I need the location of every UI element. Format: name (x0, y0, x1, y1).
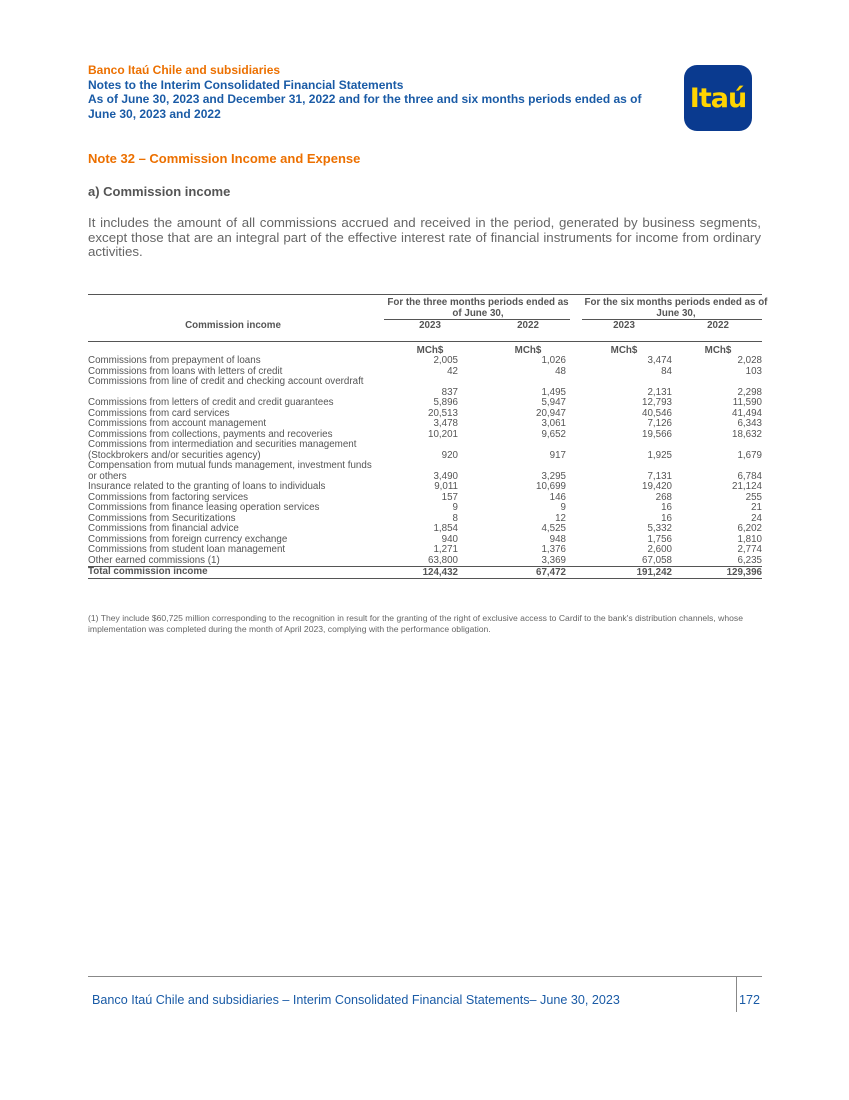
unit-label: MCh$ (704, 345, 732, 356)
row-value: 5,332 (647, 523, 672, 534)
unit-row (88, 341, 762, 356)
row-label: Commissions from line of credit and checking account overdraft (88, 376, 364, 387)
unit-label: MCh$ (610, 345, 638, 356)
row-value: 2,298 (737, 386, 762, 398)
table-row (88, 377, 762, 398)
row-value: 948 (549, 533, 566, 545)
row-label: Commissions from letters of credit and credit guarantees (88, 397, 334, 408)
row-value: 7,131 (647, 470, 672, 482)
row-value: 7,126 (647, 418, 672, 429)
total-label: Total commission income (88, 566, 208, 577)
header-group-three-months: For the three months periods ended as of June 30, (387, 297, 569, 319)
row-value: 20,513 (428, 407, 458, 419)
row-value: 1,756 (647, 533, 672, 545)
row-value: 940 (441, 533, 458, 545)
row-value: 8 (452, 512, 458, 524)
row-label: Commissions from financial advice (88, 523, 239, 534)
table-row (88, 398, 762, 409)
table-body (88, 356, 762, 566)
row-value: 9,652 (541, 428, 566, 440)
row-value: 255 (745, 491, 762, 503)
row-value: 917 (549, 449, 566, 461)
logo-text: Itaú (689, 82, 747, 114)
row-value: 1,925 (647, 449, 672, 461)
table-header (88, 295, 768, 341)
header-line-period: As of June 30, 2023 and December 31, 2022 and for the three and six months periods ended as of (88, 92, 642, 106)
row-value: 5,947 (541, 397, 566, 408)
row-value: 24 (751, 512, 762, 524)
row-value: 3,369 (541, 554, 566, 566)
row-value: 157 (441, 491, 458, 503)
row-value: 9 (560, 502, 566, 513)
table-row (88, 524, 762, 535)
header-year: 2022 (707, 320, 729, 331)
row-value: 11,590 (732, 397, 762, 408)
table-row (88, 461, 762, 482)
footer-text: Banco Itaú Chile and subsidiaries – Interim Consolidated Financial Statements– June 30, 2023 (92, 993, 620, 1007)
row-value: 63,800 (428, 554, 458, 566)
row-value: 3,295 (541, 470, 566, 482)
row-value: 103 (745, 365, 762, 377)
row-value: 1,026 (541, 355, 566, 366)
row-value: 2,028 (737, 355, 762, 366)
row-value: 12,793 (642, 397, 672, 408)
row-value: 5,896 (433, 397, 458, 408)
row-value: 1,376 (541, 544, 566, 555)
row-label: Commissions from foreign currency exchange (88, 533, 288, 545)
row-label: Commissions from student loan management (88, 544, 286, 555)
row-label: Commissions from finance leasing operation services (88, 502, 320, 513)
row-value: 1,271 (433, 544, 458, 555)
row-label: Commissions from card services (88, 407, 230, 419)
table-caption: Commission income (185, 320, 281, 331)
row-value: 16 (661, 512, 672, 524)
header-year: 2023 (419, 320, 441, 331)
header-line-notes: Notes to the Interim Consolidated Financial Statements (88, 77, 404, 92)
row-label: Other earned commissions (1) (88, 554, 220, 566)
row-value: 3,490 (433, 470, 458, 482)
row-value: 268 (655, 491, 672, 503)
row-value: 19,566 (642, 428, 672, 440)
row-value: 3,474 (647, 355, 672, 366)
table-row (88, 482, 762, 493)
footnote: (1) They include $60,725 million corresponding to the recognition in result for the granting of the right of exclusive access to Cardif to the bank's distribution channels, whose implementation was completed during the month of April 2023, complying with the performance obligation. (88, 613, 743, 634)
row-label: Commissions from prepayment of loans (88, 355, 261, 366)
unit-label: MCh$ (514, 345, 542, 356)
table-row (88, 545, 762, 556)
row-value: 48 (555, 365, 566, 377)
row-value: 3,061 (541, 418, 566, 429)
intro-paragraph: It includes the amount of all commissions accrued and received in the period, generated by business segments, except those that are an integral part of the effective interest rate of financial instruments for income from ordinary activities. (88, 215, 761, 259)
row-value: 1,679 (737, 449, 762, 461)
row-value: 4,525 (541, 523, 566, 534)
header-group-six-months: For the six months periods ended as of June 30, (584, 297, 768, 319)
row-value: 1,495 (541, 386, 566, 398)
row-label: Commissions from loans with letters of credit (88, 365, 283, 377)
row-value: 41,494 (732, 407, 762, 419)
row-label: Commissions from account management (88, 418, 267, 429)
itau-logo (684, 65, 752, 131)
header-year: 2022 (517, 320, 539, 331)
table-row (88, 556, 762, 567)
row-label: Insurance related to the granting of loans to individuals (88, 481, 326, 492)
row-value: 2,774 (737, 544, 762, 555)
row-value: 837 (441, 386, 458, 398)
row-value: 21 (751, 502, 762, 513)
row-value: 20,947 (536, 407, 566, 419)
row-value: 21,124 (732, 481, 762, 492)
row-label: Commissions from Securitizations (88, 512, 236, 524)
company-name: Banco Itaú Chile and subsidiaries (88, 63, 281, 77)
row-value: 146 (549, 491, 566, 503)
row-value: 2,131 (647, 386, 672, 398)
total-value: 129,396 (726, 566, 762, 578)
row-label: Compensation from mutual funds management, investment funds or others (88, 460, 372, 482)
note-title: Note 32 – Commission Income and Expense (88, 151, 361, 166)
row-value: 42 (447, 365, 458, 377)
row-value: 40,546 (642, 407, 672, 419)
row-value: 10,201 (428, 428, 458, 440)
row-value: 12 (555, 512, 566, 524)
row-value: 920 (441, 449, 458, 461)
row-value: 2,005 (433, 355, 458, 366)
row-value: 67,058 (642, 554, 672, 566)
row-value: 2,600 (647, 544, 672, 555)
total-value: 67,472 (536, 566, 566, 578)
row-value: 18,632 (732, 428, 762, 440)
unit-label: MCh$ (416, 345, 444, 356)
footer-divider (88, 976, 762, 977)
row-value: 1,810 (737, 533, 762, 545)
row-value: 6,202 (737, 523, 762, 534)
section-title: a) Commission income (88, 184, 231, 199)
commission-income-table (88, 294, 768, 579)
row-value: 3,478 (433, 418, 458, 429)
total-value: 124,432 (422, 566, 458, 578)
row-value: 1,854 (433, 523, 458, 534)
total-row (88, 566, 762, 579)
table-row (88, 440, 762, 461)
table-row (88, 356, 762, 367)
row-label: Commissions from collections, payments and recoveries (88, 428, 333, 440)
document-header (88, 63, 688, 121)
row-value: 6,235 (737, 554, 762, 566)
row-value: 9 (452, 502, 458, 513)
row-label: Commissions from factoring services (88, 491, 249, 503)
row-value: 6,784 (737, 470, 762, 482)
row-value: 9,011 (434, 481, 458, 492)
row-value: 6,343 (737, 418, 762, 429)
row-value: 10,699 (536, 481, 566, 492)
header-year: 2023 (613, 320, 635, 331)
table-row (88, 419, 762, 430)
footer-separator (736, 976, 737, 1012)
row-value: 16 (661, 502, 672, 513)
total-value: 191,242 (636, 566, 672, 578)
page-number: 172 (739, 993, 761, 1007)
row-label: Commissions from intermediation and securities management (Stockbrokers and/or securities agency) (88, 439, 357, 461)
table-row (88, 503, 762, 514)
row-value: 84 (661, 365, 672, 377)
header-line-dates: June 30, 2023 and 2022 (88, 106, 221, 121)
row-value: 19,420 (642, 481, 672, 492)
